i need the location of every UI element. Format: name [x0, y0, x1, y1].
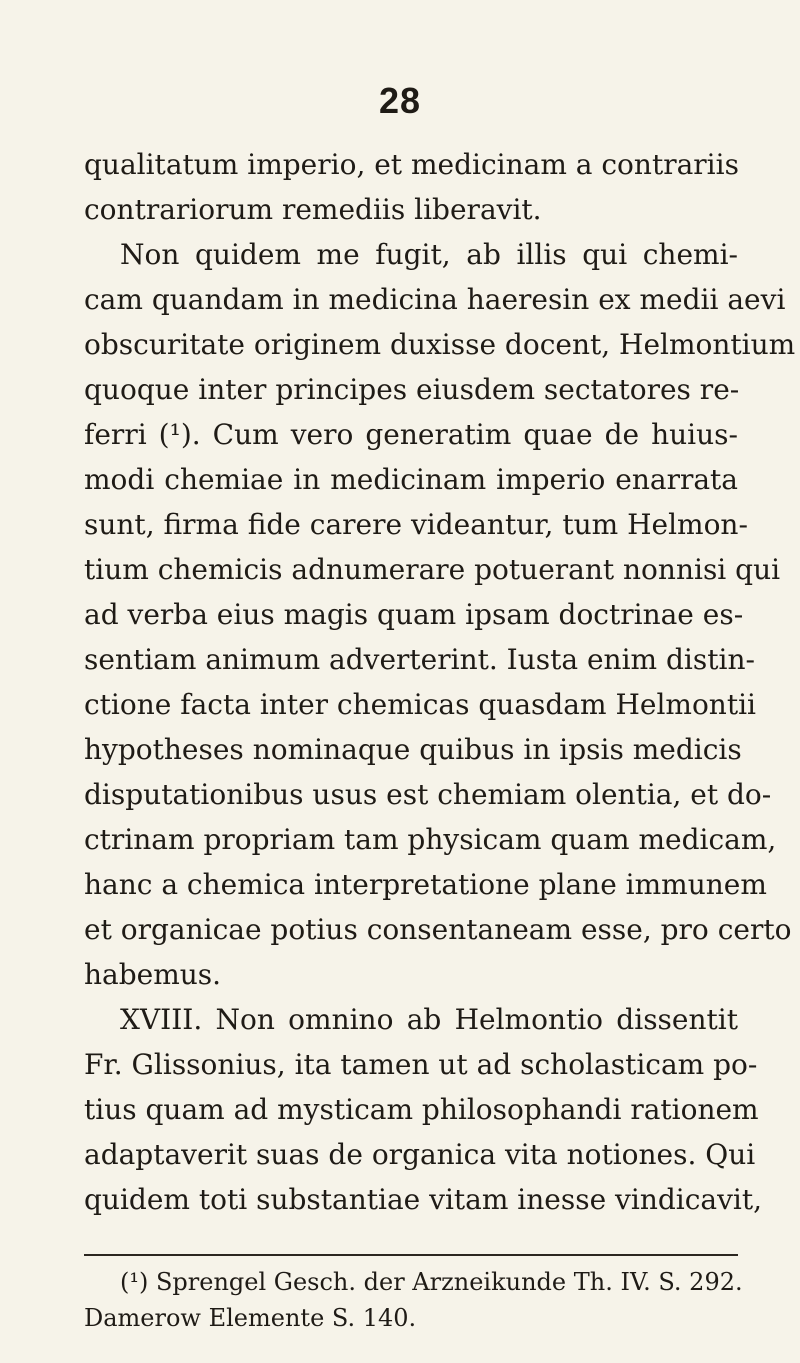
- body-line: qualitatum imperio, et medicinam a contrariis: [84, 148, 739, 181]
- body-line: quidem toti substantiae vitam inesse vindicavit,: [84, 1183, 763, 1216]
- body-line: tius quam ad mysticam philosophandi rationem: [84, 1093, 759, 1126]
- footnotes: [84, 1264, 743, 1336]
- body-line: adaptaverit suas de organica vita notiones. Qui: [84, 1138, 756, 1171]
- body-line: ctrinam propriam tam physicam quam medicam,: [84, 823, 777, 856]
- body-line: contrariorum remediis liberavit.: [84, 193, 542, 226]
- body-line: cam quandam in medicina haeresin ex medii aevi: [84, 283, 786, 316]
- body-line: sentiam animum adverterint. Iusta enim distin-: [84, 643, 755, 676]
- body-line: Fr. Glissonius, ita tamen ut ad scholasticam po-: [84, 1048, 758, 1081]
- footnote-line: (¹) Sprengel Gesch. der Arzneikunde Th. IV. S. 292.: [120, 1268, 743, 1296]
- body-text: [84, 142, 796, 1222]
- body-line: habemus.: [84, 958, 222, 991]
- body-line: ad verba eius magis quam ipsam doctrinae es-: [84, 598, 744, 631]
- footnote-line: Damerow Elemente S. 140.: [84, 1304, 417, 1332]
- body-line: ferri (¹). Cum vero generatim quae de huius-: [84, 418, 738, 451]
- body-line: hypotheses nominaque quibus in ipsis medicis: [84, 733, 742, 766]
- body-line: quoque inter principes eiusdem sectatores re-: [84, 373, 740, 406]
- body-line: XVIII. Non omnino ab Helmontio dissentit: [120, 1003, 738, 1036]
- body-line: modi chemiae in medicinam imperio enarrata: [84, 463, 738, 496]
- body-line: disputationibus usus est chemiam olentia, et do-: [84, 778, 772, 811]
- body-line: ctione facta inter chemicas quasdam Helmontii: [84, 688, 756, 721]
- body-line: Non quidem me fugit, ab illis qui chemi-: [120, 238, 738, 271]
- body-line: obscuritate originem duxisse docent, Helmontium: [84, 328, 796, 361]
- body-line: et organicae potius consentaneam esse, pro certo: [84, 913, 792, 946]
- body-line: hanc a chemica interpretatione plane immunem: [84, 868, 767, 901]
- footnote-divider: [84, 1254, 738, 1256]
- body-line: sunt, firma fide carere videantur, tum Helmon-: [84, 508, 748, 541]
- body-line: tium chemicis adnumerare potuerant nonnisi qui: [84, 553, 781, 586]
- page-number: 28: [378, 80, 422, 121]
